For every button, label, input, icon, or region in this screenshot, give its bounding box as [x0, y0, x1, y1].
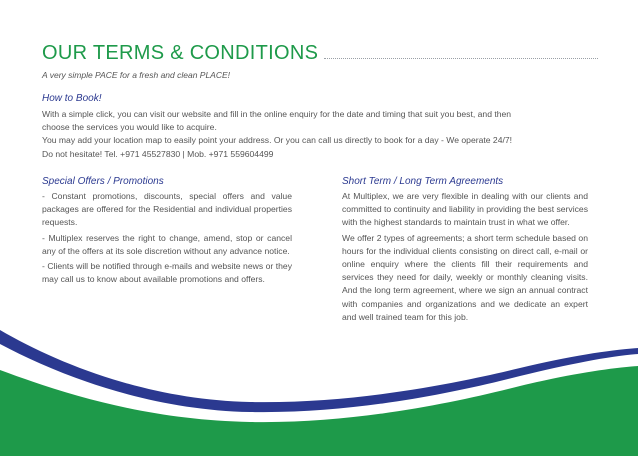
how-to-book-body	[42, 108, 602, 161]
how-to-book-line: choose the services you would like to acquire.	[42, 122, 217, 133]
dotted-divider	[324, 57, 598, 59]
how-to-book-line: You may add your location map to easily point your address. Or you can call us directly to book for a day - We operate 24/7!	[42, 135, 513, 146]
special-offers-section	[42, 176, 292, 286]
how-to-book-line: Do not hesitate! Tel. +971 45527830 | Mob. +971 559604499	[42, 148, 274, 159]
special-offers-paragraph: - Multiplex reserves the right to change, amend, stop or cancel any of the offers at its sole discretion without any advance notice.	[42, 232, 292, 256]
page-title: OUR TERMS & CONDITIONS	[42, 42, 319, 64]
decorative-wave	[0, 330, 638, 456]
title-row	[42, 40, 598, 64]
agreements-paragraph: We offer 2 types of agreements; a short term schedule based on hours for the individual clients consisting on direct call, e-mail or online enquiry where the clients fill their requirements and services they need for daily, weekly or monthly cleaning visits. And the long term agreement, where we sign an annual contract with companies and organizations and we dedicate an expert and well trained team for this job.	[342, 232, 588, 322]
agreements-paragraph: At Multiplex, we are very flexible in dealing with our clients and committed to continuity and liability in providing the best services with the highest standards to maintain trust in what we offer.	[342, 191, 588, 228]
tagline: A very simple PACE for a fresh and clean PLACE!	[42, 70, 231, 80]
how-to-book-line: With a simple click, you can visit our website and fill in the online enquiry for the date and timing that suit you best, and then	[42, 109, 512, 119]
special-offers-heading: Special Offers / Promotions	[42, 176, 164, 187]
agreements-heading: Short Term / Long Term Agreements	[342, 176, 504, 187]
how-to-book-heading: How to Book!	[42, 93, 102, 104]
special-offers-paragraph: - Constant promotions, discounts, special offers and value packages are offered for the Residential and individual properties requests.	[42, 191, 292, 228]
agreements-section	[342, 176, 588, 324]
special-offers-paragraph: - Clients will be notified through e-mails and website news or they may call us to know about available promotions and offers.	[42, 261, 292, 285]
